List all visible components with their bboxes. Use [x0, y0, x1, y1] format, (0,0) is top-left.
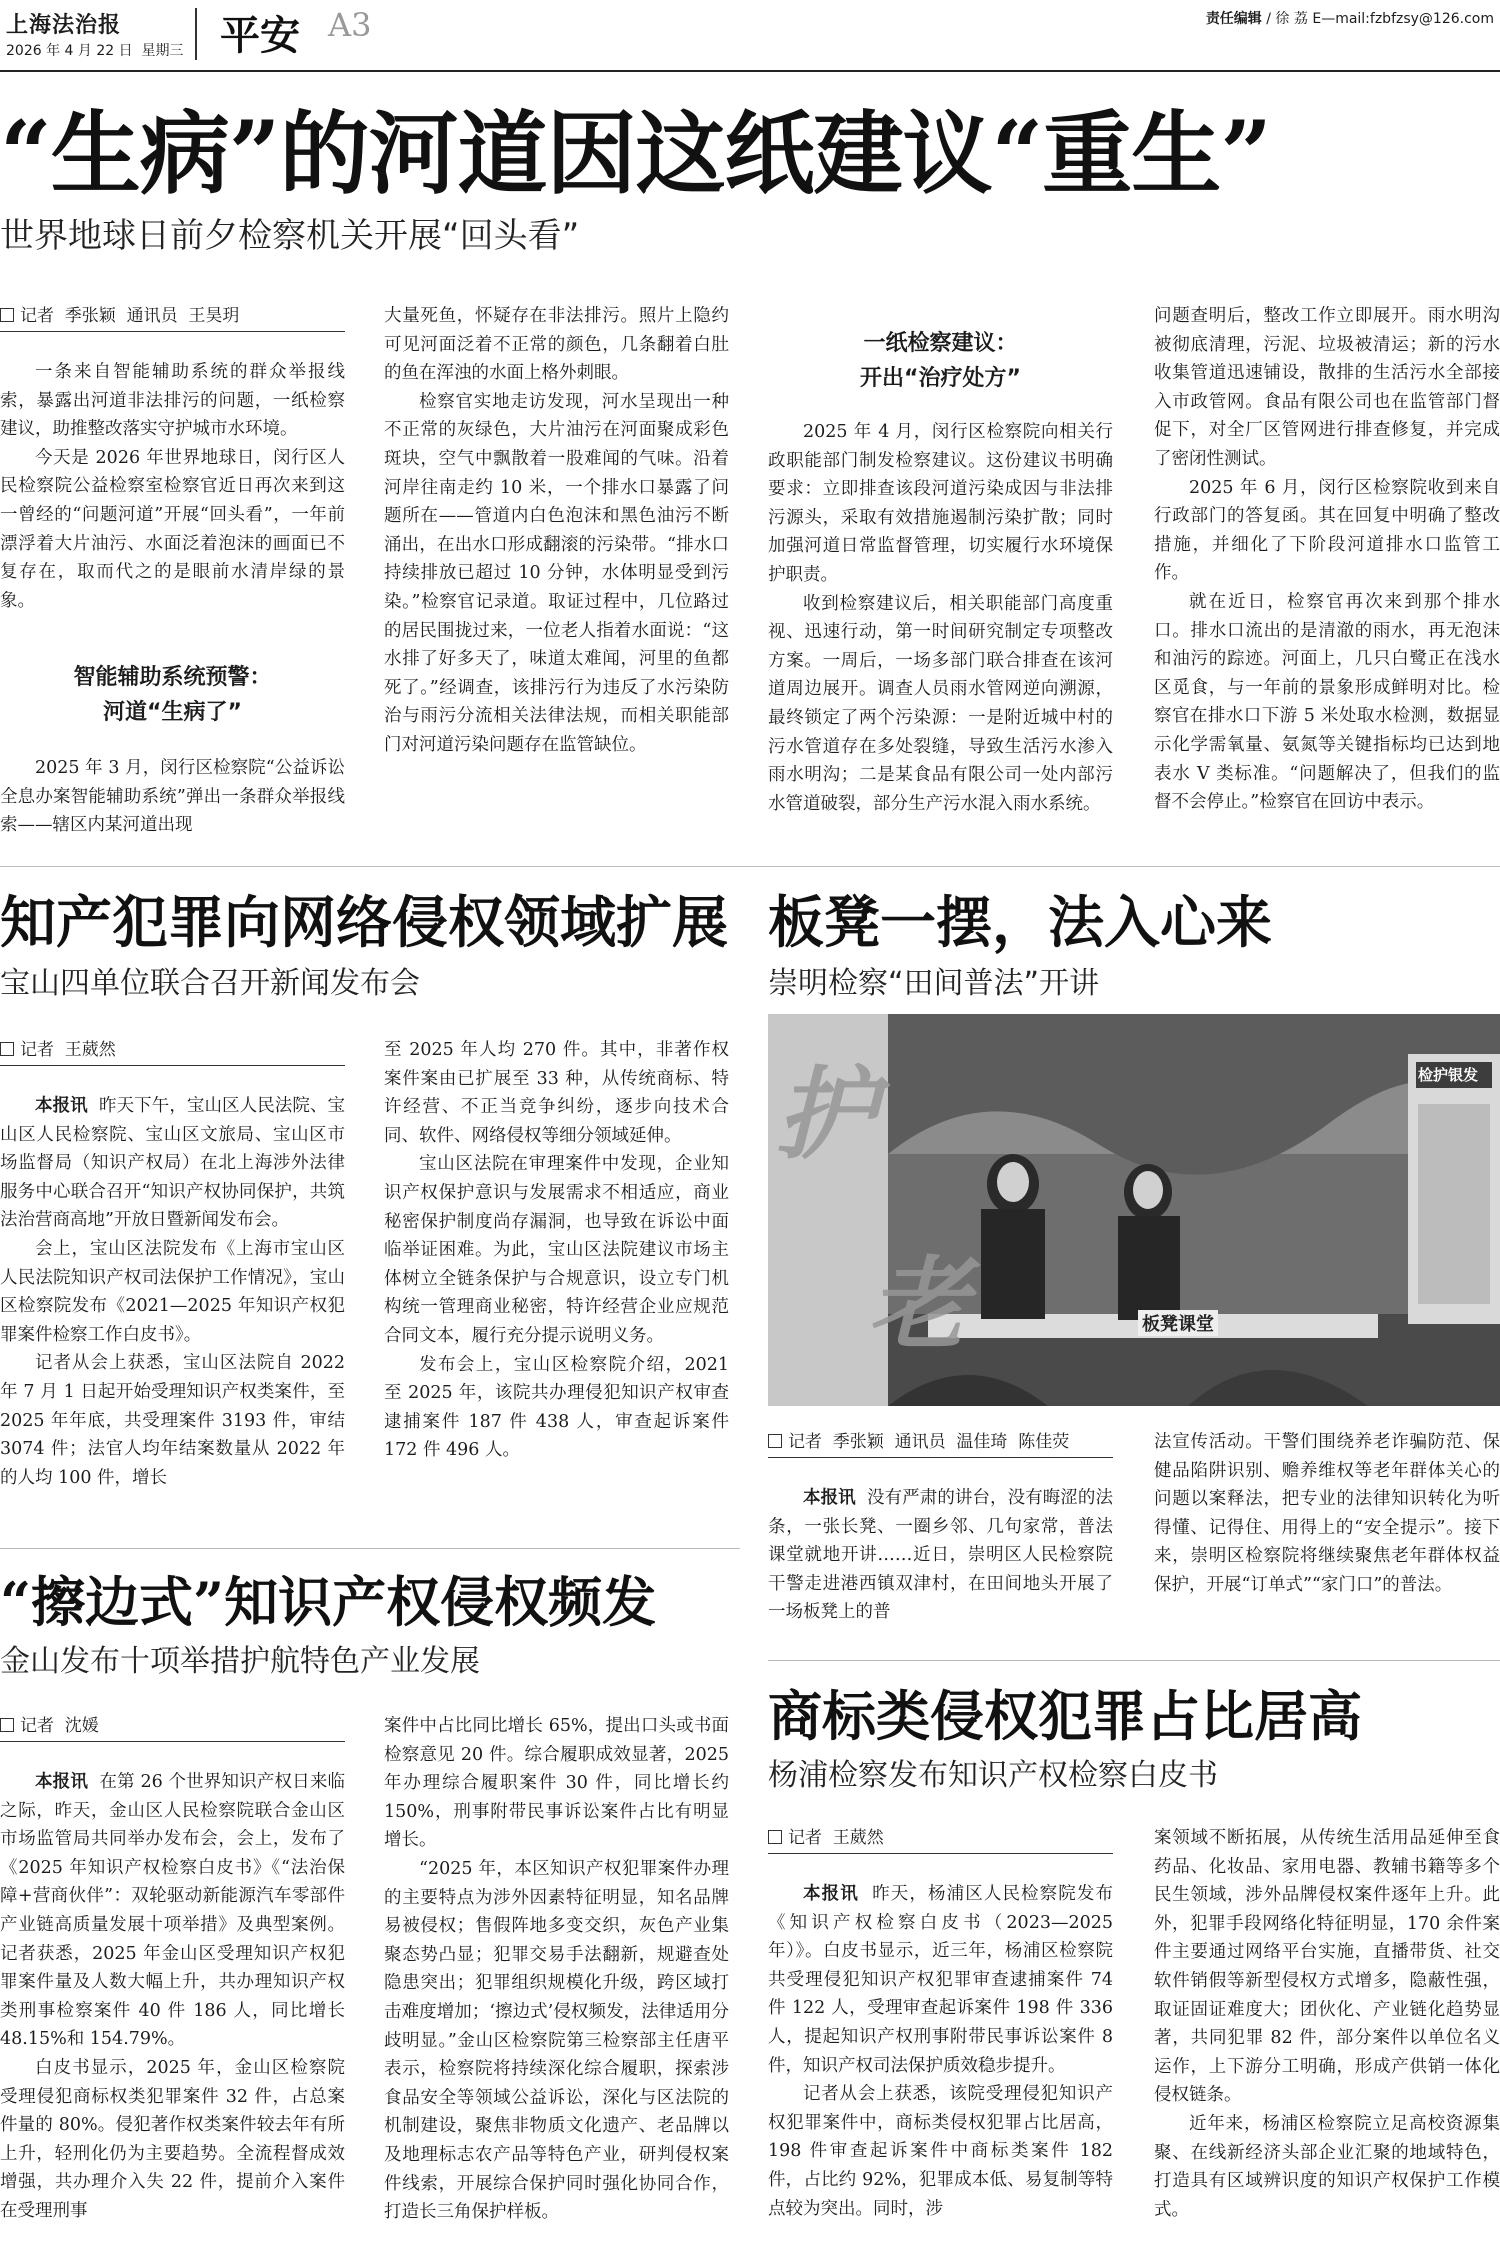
paragraph: 检察官实地走访发现，河水呈现出一种不正常的灰绿色，大片油污在河面聚成彩色斑块，空气中飘散着一股难闻的气味。沿着河岸往南走约 10 米，一个排水口暴露了问题所在——管道内白色泡沫和黑色油污不断涌出，在出水口形成翻滚的污染带。“排水口持续排放已超过 10 分钟，水体明显受到污染。”检察官记录道。取证过程中，几位路过的居民围拢过来，一位老人指着水面说：“这水排了好多天了，味道太难闻，河里的鱼都死了。”经调查，该排污行为违反了水污染防治与雨污分流相关法律法规，而相关职能部门对河道污染问题存在监管缺位。 — [384, 391, 729, 755]
paragraph: “2025 年，本区知识产权犯罪案件办理的主要特点为涉外因素特征明显，知名品牌易被侵权；售假阵地多变交织，灰色产业集聚态势凸显；犯罪交易手法翻新，规避查处隐患突出；犯罪组织规模化升级，跨区域打击难度增加；‘擦边式’侵权频发，法律适用分歧明显。”金山区检察院第三检察部主任唐平表示，检察院将持续深化综合履职，探索涉食品安全等领域公益诉讼，深化与区法院的机制建设，聚焦非物质文化遗产、老品牌以及地理标志农产品等特色产业，研判侵权案件线索，开展综合保护同时强化协同合作，打造长三角保护样板。 — [384, 1858, 729, 2223]
photo-char-lao: 老 — [868, 1245, 968, 1363]
paragraph: 2025 年 3 月，闵行区检察院“公益诉讼全息办案智能辅助系统”弹出一条群众举报线索——辖区内某河道出现 — [0, 758, 345, 836]
byline-marker-icon — [768, 1434, 782, 1448]
paragraph: 本报讯 没有严肃的讲台，没有晦涩的法条，一张长凳、一圈乡邻、几句家常，普法课堂就地开讲……近日，崇明区人民检察院干警走进港西镇双津村，在田间地头开展了一场板凳上的普 — [768, 1488, 1113, 1623]
byline-marker-icon — [768, 1830, 782, 1844]
article3-subhead: 崇明检察“田间普法”开讲 — [768, 966, 1100, 1001]
paragraph: 近年来，杨浦区检察院立足高校资源集聚、在线新经济头部企业汇聚的地域特色，打造具有区域辨识度的知识产权保护工作模式。 — [1154, 2113, 1500, 2220]
article3-byline: 记者 季张颖 通讯员 温佳琦 陈佳荧 — [768, 1428, 1113, 1458]
article4-col2 — [384, 1712, 729, 2248]
paragraph: 案领域不断拓展，从传统生活用品延伸至食药品、化妆品、家用电器、教辅书籍等多个民生领域，涉外品牌侵权案件逐年上升。此外，犯罪手段网络化特征明显，170 余件案件主要通过网络平台实施，直播带货、社交软件销假等新型侵权方式增多，隐蔽性强，取证固证难度大；团伙化、产业链化趋势显著，共同犯罪 82 件，部分案件以单位名义运作，上下游分工明确，形成产供销一体化侵权链条。 — [1154, 1828, 1500, 2106]
masthead-divider — [195, 8, 197, 60]
section-divider — [0, 866, 1500, 867]
article5-subhead: 杨浦检察发布知识产权检察白皮书 — [768, 1758, 1218, 1793]
article1-col1 — [0, 358, 345, 628]
article2-headline: 知产犯罪向网络侵权领域扩展 — [0, 890, 728, 956]
editor-label: 责任编辑 — [1205, 11, 1262, 27]
paragraph: 发布会上，宝山区检察院介绍，2021 至 2025 年，该院共办理侵犯知识产权审查逮捕案件 187 件 438 人，审查起诉案件 172 件 496 人。 — [384, 1354, 729, 1461]
photo-board-title: 检护银发 — [1418, 1066, 1479, 1084]
article5-headline: 商标类侵权犯罪占比居高 — [768, 1684, 1362, 1748]
paragraph: 收到检察建议后，相关职能部门高度重视、迅速行动，第一时间研究制定专项整改方案。一周后，一场多部门联合排查在该河道周边展开。调查人员雨水管网逆向溯源，最终锁定了两个污染源：一是附近城中村的污水管道存在多处裂缝，导致生活污水渗入雨水明沟；二是某食品有限公司一处内部污水管道破裂，部分生产污水混入雨水系统。 — [768, 593, 1113, 814]
paragraph: 大量死鱼，怀疑存在非法排污。照片上隐约可见河面泛着不正常的颜色，几条翻着白肚的鱼在浑浊的水面上格外刺眼。 — [384, 306, 729, 384]
article3-headline: 板凳一摆，法入心来 — [768, 890, 1272, 956]
paragraph: 记者从会上获悉，该院受理侵犯知识产权犯罪案件中，商标类侵权犯罪占比居高，198 件审查起诉案件中商标类案件 182 件，占比约 92%，犯罪成本低、易复制等特点较为突出。同时，涉 — [768, 2084, 1113, 2219]
article2-subhead: 宝山四单位联合召开新闻发布会 — [0, 966, 420, 1001]
article4-headline: “擦边式”知识产权侵权频发 — [0, 1570, 657, 1634]
editor-email: E—mail:fzbfzsy@126.com — [1312, 11, 1494, 27]
paragraph: 白皮书显示，2025 年，金山区检察院受理侵犯商标权类犯罪案件 32 件，占总案件量的 80%。侵犯著作权类案件较去年有所上升，轻刑化仍为主要趋势。全流程督成效增强，共办理介入失 22 件，提前介入案件在受理刑事 — [0, 2057, 345, 2221]
page-code: A3 — [328, 6, 372, 44]
section-divider — [768, 1660, 1500, 1661]
editor-name: / 徐 荔 — [1266, 11, 1308, 27]
date-line: 2026 年 4 月 22 日 星期三 — [6, 43, 184, 59]
paragraph: 宝山区法院在审理案件中发现，企业知识产权保护意识与发展需求不相适应，商业秘密保护制度尚存漏洞，也导致在诉讼中面临举证困难。为此，宝山区法院建议市场主体树立全链条保护与合规意识，设立专门机构统一管理商业秘密，特许经营企业应规范合同文本，履行充分提示说明义务。 — [384, 1154, 729, 1346]
byline-marker-icon — [0, 1718, 14, 1732]
paragraph: 问题查明后，整改工作立即展开。雨水明沟被彻底清理，污泥、垃圾被清运；新的污水收集管道迅速铺设，散排的生活污水全部接入市政管网。食品有限公司也在监管部门督促下，对全厂区管网进行排查修复，并完成了密闭性测试。 — [1154, 306, 1500, 469]
byline-marker-icon — [0, 308, 14, 322]
article1-headline: “生病”的河道因这纸建议“重生” — [0, 101, 1272, 207]
article1-col2 — [384, 302, 729, 842]
article1-col3 — [768, 418, 1113, 843]
paragraph: 2025 年 4 月，闵行区检察院向相关行政职能部门制发检察建议。这份建议书明确要求：立即排查该段河道污染成因与非法排污源头，采取有效措施遏制污染扩散；同时加强河道日常监督管理，切实履行水环境保护职责。 — [768, 422, 1113, 585]
paragraph: 至 2025 年人均 270 件。其中，非著作权案件案由已扩展至 33 种，从传统商标、特许经营、不正当竞争纠纷，逐步向技术合同、软件、网络侵权等细分领域延伸。 — [384, 1040, 729, 1146]
paper-name: 上海法治报 — [6, 12, 122, 38]
article5-byline: 记者 王葳然 — [768, 1824, 1113, 1854]
article1-section1-title: 智能辅助系统预警： 河道“生病了” — [73, 665, 272, 725]
editor-info — [1206, 8, 1494, 28]
paragraph: 案件中占比同比增长 65%，提出口头或书面检察意见 20 件。综合履职成效显著，2025 年办理综合履职案件 30 件，同比增长约 150%，刑事附带民事诉讼案件占比有明显增长。 — [384, 1716, 729, 1851]
article5-col1 — [768, 1880, 1113, 2248]
paragraph: 就在近日，检察官再次来到那个排水口。排水口流出的是清澈的雨水，再无泡沫和油污的踪迹。河面上，几只白鹭正在浅水区觅食，与一年前的景象形成鲜明对比。检察官在排水口下游 5 米处取水检测，数据显示化学需氧量、氨氮等关键指标均已达到地表水 V 类标准。“问题解决了，但我们的监督不会停止。”检察官在回访中表示。 — [1154, 591, 1500, 813]
paragraph: 2025 年 6 月，闵行区检察院收到来自行政部门的答复函。其在回复中明确了整改措施，并细化了下阶段河道排水口监管工作。 — [1154, 477, 1500, 584]
section-name: 平安 — [220, 13, 300, 59]
masthead-rule — [0, 70, 1500, 72]
article1-col1-cont — [0, 754, 345, 844]
paragraph: 本报讯 昨天，杨浦区人民检察院发布《知识产权检察白皮书（2023—2025 年）》。白皮书显示，近三年，杨浦区检察院共受理侵犯知识产权犯罪审查逮捕案件 74 件 122 人，受理审查起诉案件 198 件 336 人，提起知识产权刑事附带民事诉讼案件 8 件，知识产权司法保护质效稳步提升。 — [768, 1884, 1113, 2076]
paragraph: 本报讯 在第 26 个世界知识产权日来临之际，昨天，金山区人民检察院联合金山区市场监管局共同举办发布会，会上，发布了《2025 年知识产权检察白皮书》《“法治保障+营商伙伴”：双轮驱动新能源汽车零部件产业链高质量发展十项举措》及典型案例。记者获悉，2025 年金山区受理知识产权犯罪案件量及人数大幅上升，共办理知识产权类刑事检察案件 40 件 186 人，同比增长 48.15%和 154.79%。 — [0, 1772, 345, 2050]
article1-col4 — [1154, 302, 1500, 842]
section-divider — [0, 1548, 740, 1549]
article1-byline: 记者 季张颖 通讯员 王昊玥 — [0, 302, 345, 332]
article2-byline: 记者 王葳然 — [0, 1036, 345, 1066]
article2-col1 — [0, 1092, 345, 1522]
paragraph: 今天是 2026 年世界地球日，闵行区人民检察院公益检察室检察官近日再次来到这一曾经的“问题河道”开展“回头看”，一年前漂浮着大片油污、水面泛着泡沫的画面已不复存在，取而代之的是眼前水清岸绿的景象。 — [0, 447, 345, 611]
article5-col2 — [1154, 1824, 1500, 2248]
masthead — [0, 0, 1500, 72]
article3-col2 — [1154, 1428, 1500, 1638]
article3-photo — [768, 1014, 1500, 1406]
article4-subhead: 金山发布十项举措护航特色产业发展 — [0, 1644, 480, 1679]
article4-byline: 记者 沈媛 — [0, 1712, 345, 1742]
photo-char-hu: 护 — [776, 1055, 876, 1173]
photo-banner: 板凳课堂 — [1138, 1310, 1218, 1336]
paragraph: 会上，宝山区法院发布《上海市宝山区人民法院知识产权司法保护工作情况》，宝山区检察院发布《2021—2025 年知识产权犯罪案件检察工作白皮书》。 — [0, 1238, 345, 1345]
paragraph: 本报讯 昨天下午，宝山区人民法院、宝山区人民检察院、宝山区文旅局、宝山区市场监督局（知识产权局）在北上海涉外法律服务中心联合召开“知识产权协同保护，共筑法治营商高地”开放日暨新闻发布会。 — [0, 1096, 345, 1231]
paragraph: 记者从会上获悉，宝山区法院自 2022 年 7 月 1 日起开始受理知识产权类案件，至 2025 年年底，共受理案件 3193 件，审结 3074 件；法官人均年结案数量从 2022 年的人均 100 件，增长 — [0, 1353, 345, 1488]
article4-col1 — [0, 1768, 345, 2248]
paragraph: 一条来自智能辅助系统的群众举报线索，暴露出河道非法排污的问题，一纸检察建议，助推整改落实守护城市水环境。 — [0, 362, 345, 440]
byline-marker-icon — [0, 1042, 14, 1056]
paragraph: 法宣传活动。干警们围绕养老诈骗防范、保健品陷阱识别、赡养维权等老年群体关心的问题以案释法，把专业的法律知识转化为听得懂、记得住、用得上的“安全提示”。接下来，崇明区检察院将继续聚焦老年群体权益保护，开展“订单式”“家门口”的普法。 — [1154, 1432, 1500, 1595]
article3-col1 — [768, 1484, 1113, 1634]
article2-col2 — [384, 1036, 729, 1526]
article1-section2-title: 一纸检察建议： 开出“治疗处方” — [860, 331, 1021, 391]
article1-subhead: 世界地球日前夕检察机关开展“回头看” — [0, 216, 580, 256]
